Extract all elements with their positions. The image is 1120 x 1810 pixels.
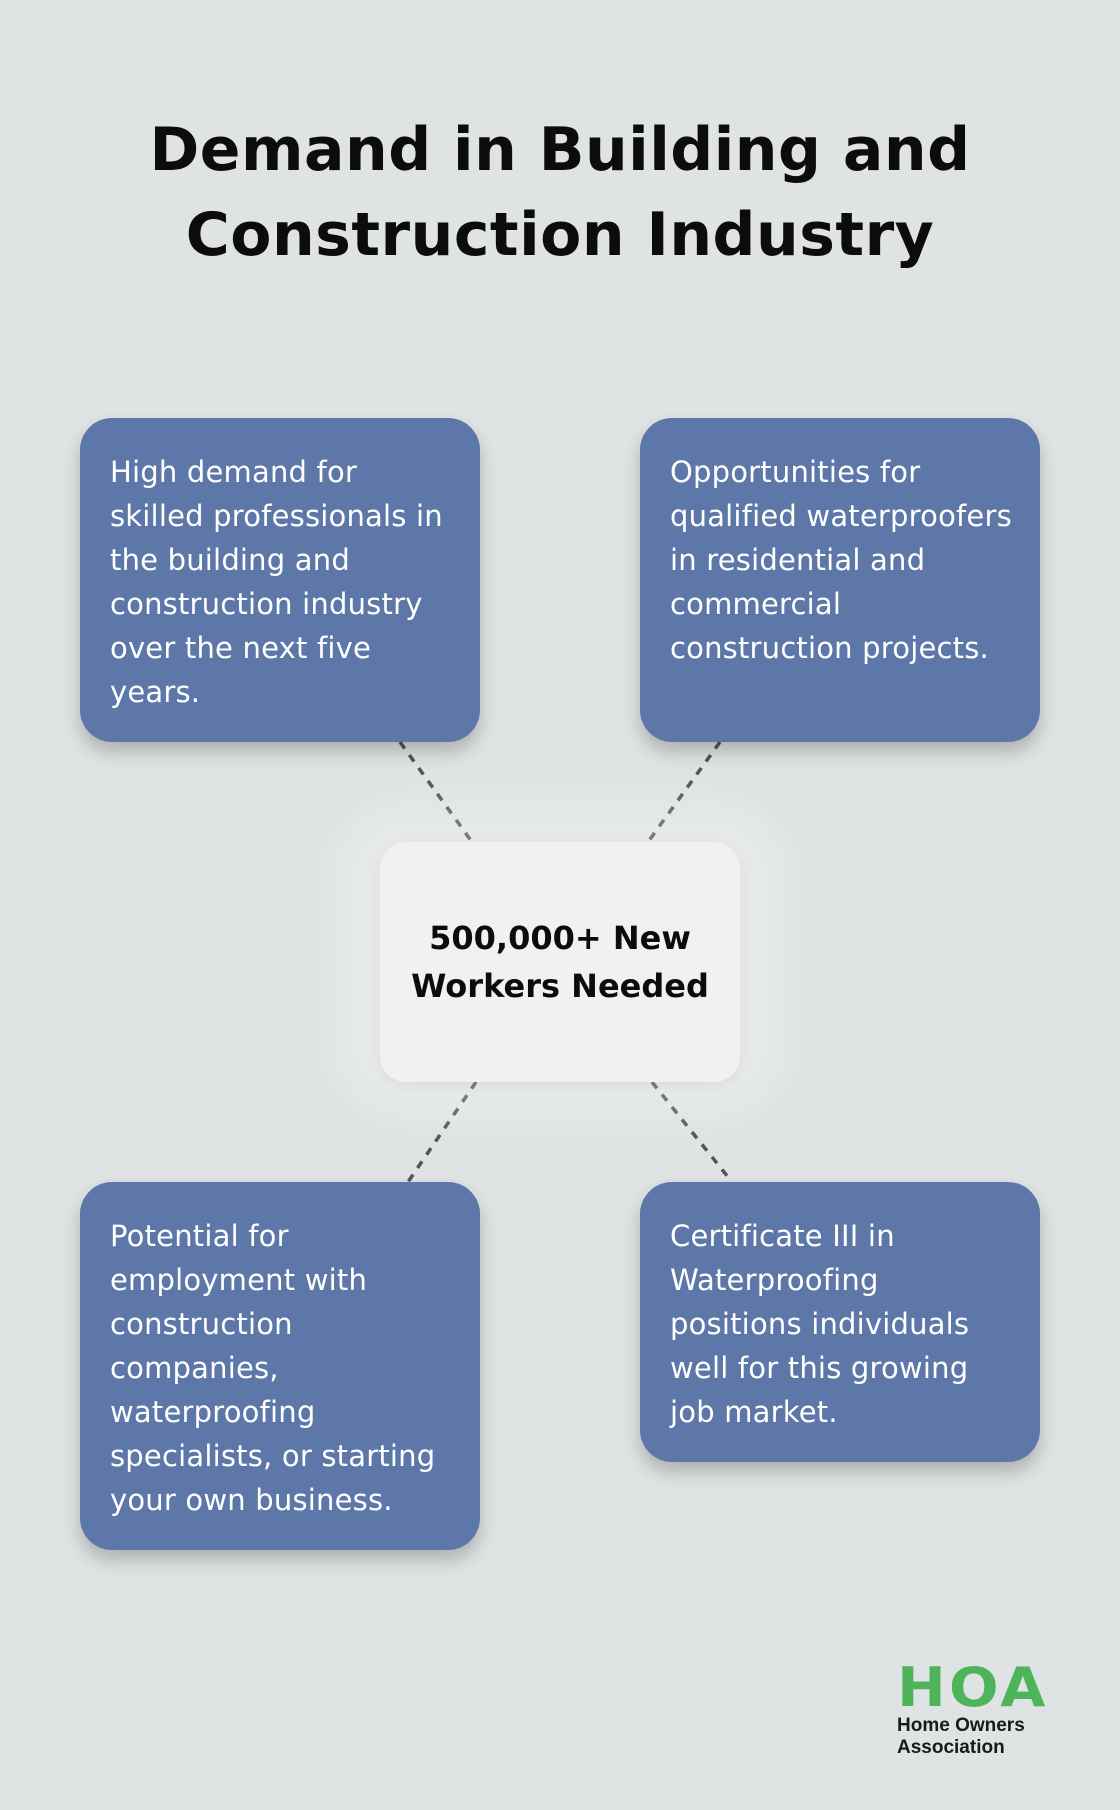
center-label	[411, 914, 709, 1010]
card-bottom-left-text: Potential for employment with construction companies, waterproofing specialists, or starting your own business.	[110, 1219, 436, 1517]
card-bottom-left	[80, 1182, 480, 1550]
logo-mark: HOA	[897, 1656, 1049, 1719]
card-top-right-text: Opportunities for qualified waterproofers in residential and commercial construction projects.	[670, 455, 1012, 665]
card-top-left-text: High demand for skilled professionals in the building and construction industry over the next five years.	[110, 455, 443, 709]
center-line-1: 500,000+ New	[429, 919, 691, 957]
logo-line-2: Association	[897, 1737, 1005, 1758]
title-line-1: Demand in Building and	[149, 115, 971, 185]
card-top-left	[80, 418, 480, 742]
card-top-right	[640, 418, 1040, 742]
card-bottom-right	[640, 1182, 1040, 1462]
logo-line-1: Home Owners	[897, 1715, 1025, 1736]
hoa-logo	[897, 1656, 1097, 1759]
card-bottom-right-text: Certificate III in Waterproofing positions individuals well for this growing job market.	[670, 1219, 970, 1429]
title-line-2: Construction Industry	[185, 200, 935, 270]
center-node	[380, 842, 740, 1082]
center-line-2: Workers Needed	[411, 967, 709, 1005]
